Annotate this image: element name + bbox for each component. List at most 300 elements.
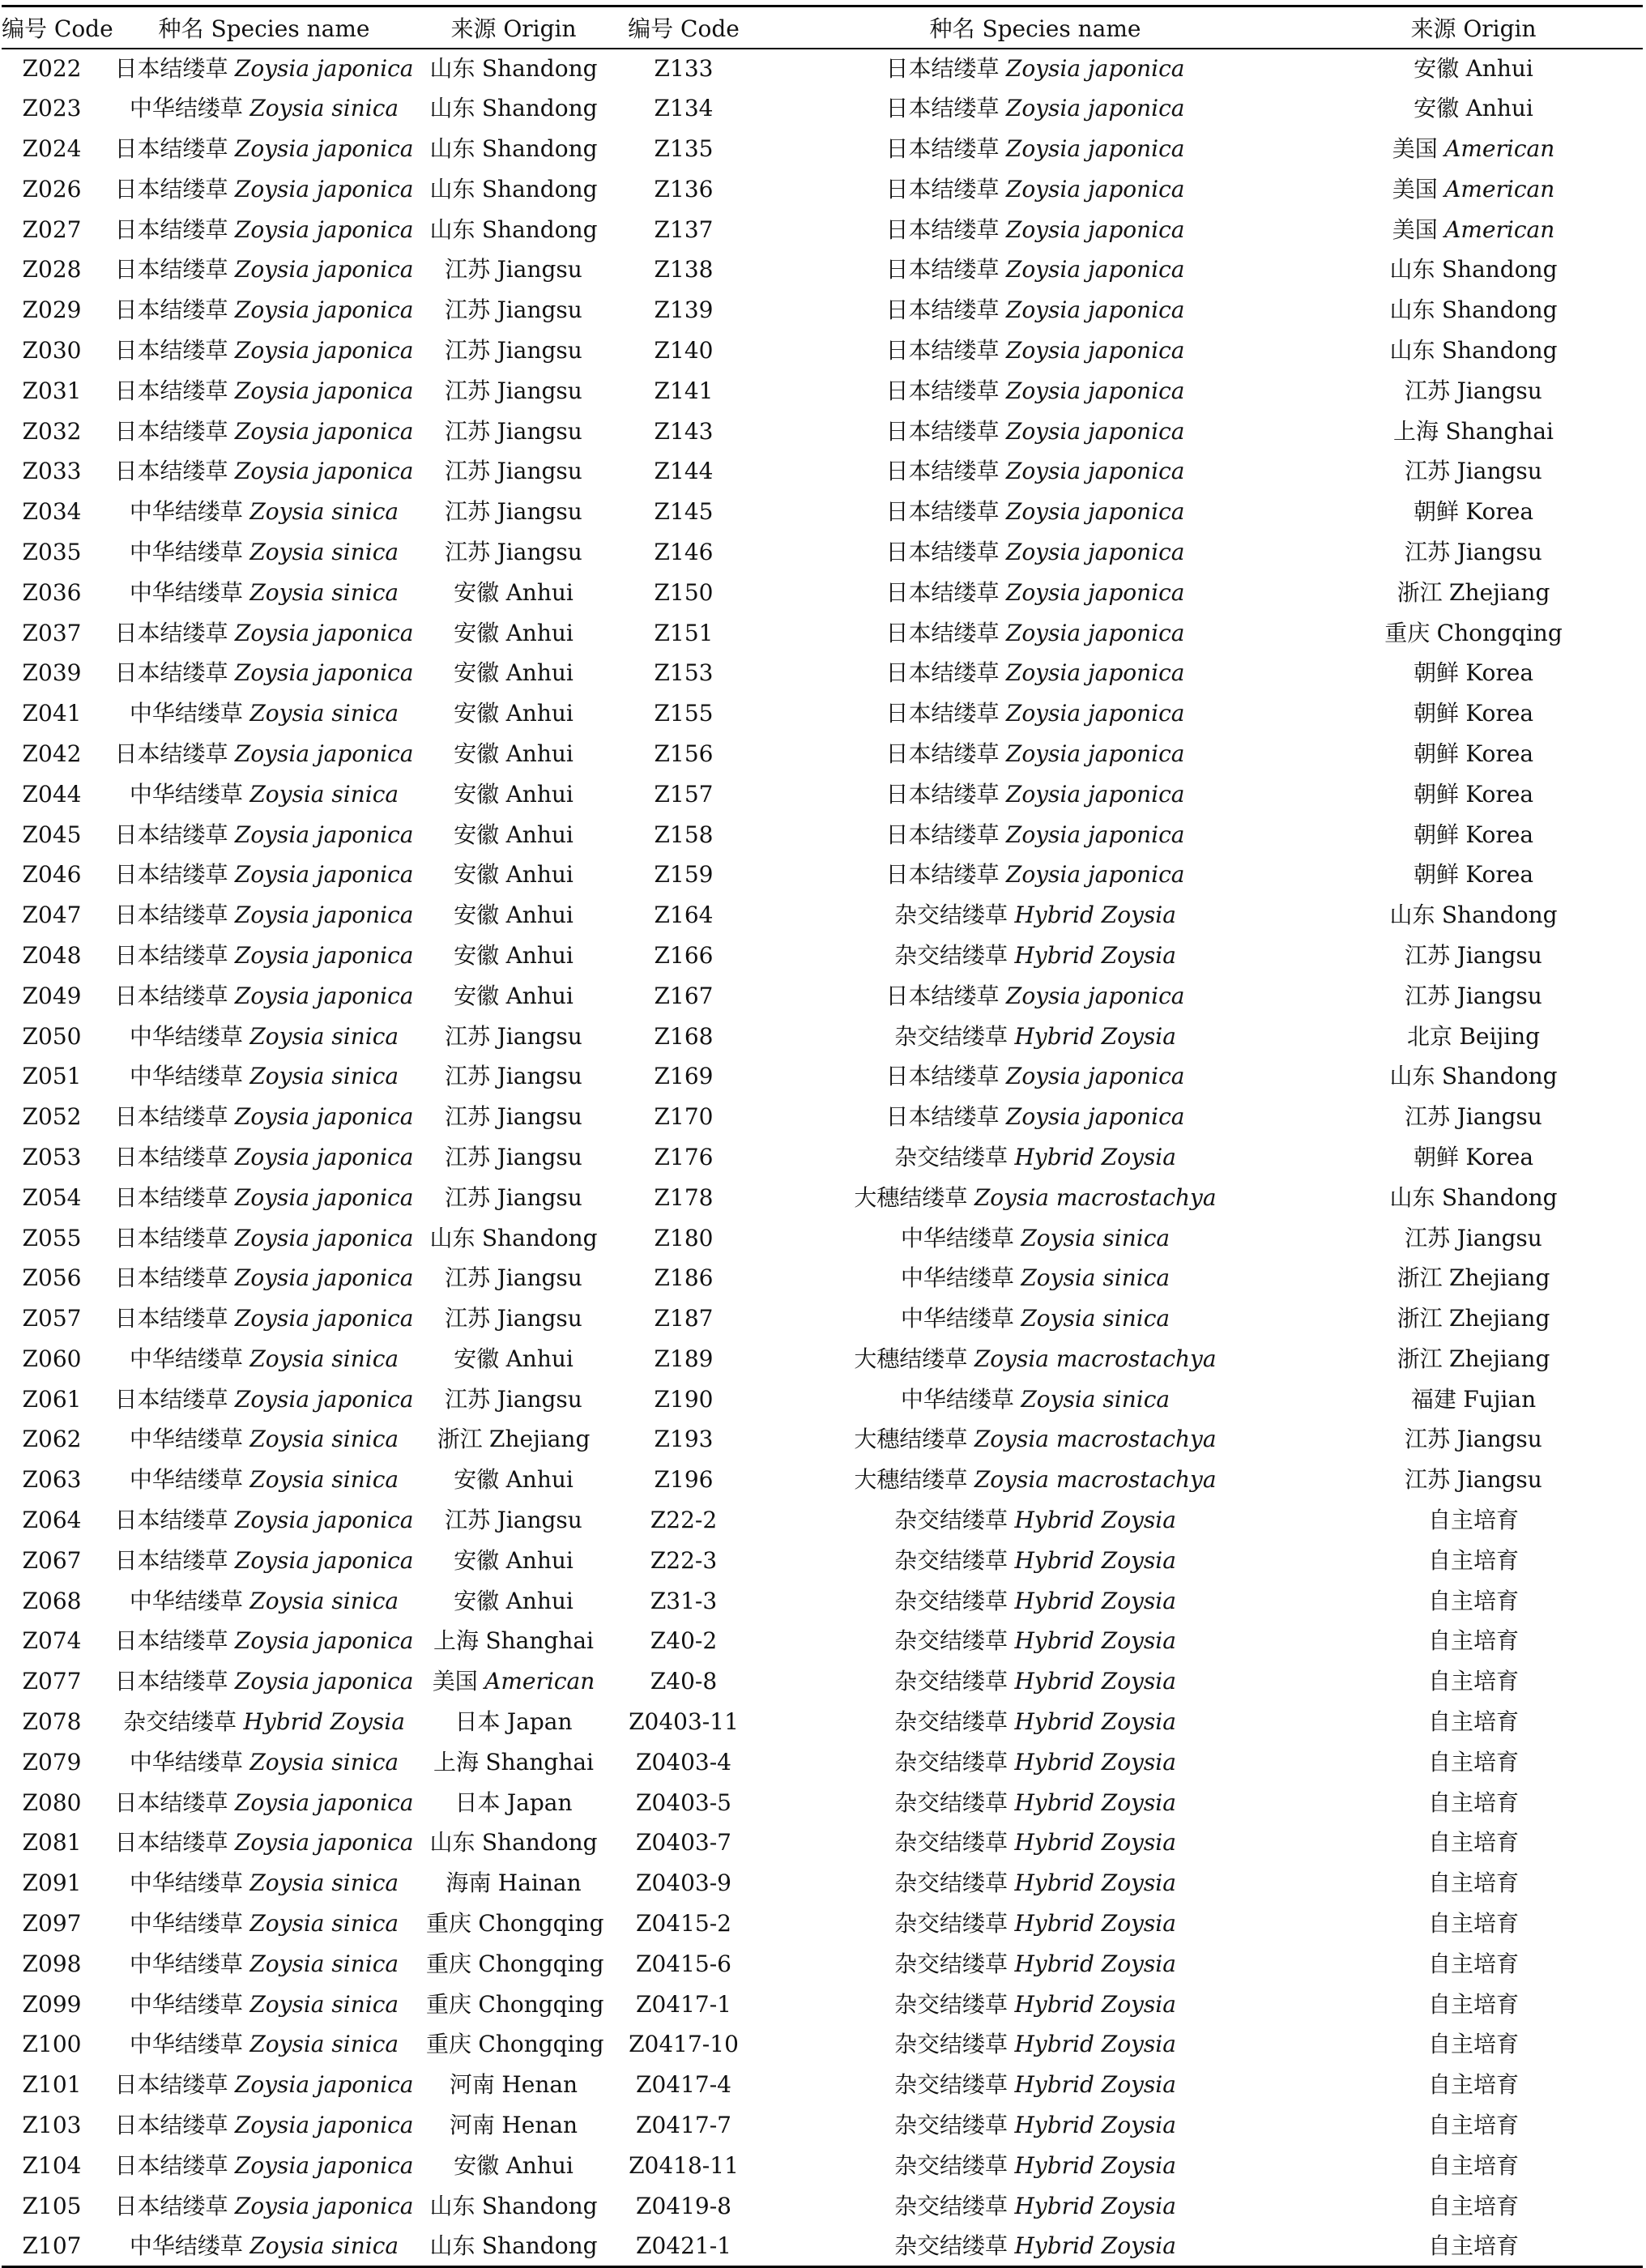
origin-cell-left [426, 1298, 601, 1339]
species-chinese-name: 日本结缕草 [114, 458, 228, 485]
species-chinese-name: 日本结缕草 [885, 336, 1000, 364]
species-latin-name: Zoysia japonica [234, 2112, 414, 2139]
species-latin-name: Zoysia japonica [234, 861, 414, 889]
code-cell-right: Z0417-4 [636, 2071, 731, 2099]
species-cell-left [102, 815, 426, 855]
species-cell-left [102, 734, 426, 774]
species-chinese-name: 日本结缕草 [114, 1183, 228, 1211]
origin-chinese-name: 江苏 [445, 1385, 491, 1413]
species-chinese-name: 杂交结缕草 [894, 2031, 1008, 2058]
origin-chinese-name: 自主培育 [1427, 2232, 1519, 2259]
species-cell-left [102, 330, 426, 371]
origin-chinese-name: 海南 [446, 1869, 492, 1897]
species-cell-right [766, 1218, 1304, 1259]
origin-english-name: Anhui [505, 619, 574, 646]
origin-english-name: Jiangsu [497, 1507, 582, 1534]
species-latin-name: Zoysia sinica [249, 498, 399, 526]
code-cell-right: Z187 [654, 1305, 714, 1332]
species-latin-name: Zoysia japonica [234, 1507, 414, 1534]
origin-chinese-name: 朝鲜 [1413, 740, 1459, 767]
species-chinese-name: 日本结缕草 [114, 1829, 228, 1857]
origin-chinese-name: 江苏 [445, 538, 491, 565]
species-chinese-name: 日本结缕草 [885, 821, 1000, 848]
origin-chinese-name: 自主培育 [1427, 2031, 1519, 2058]
code-cell-left: Z024 [22, 134, 82, 162]
code-cell-right: Z31-3 [650, 1587, 718, 1614]
origin-english-name: Jiangsu [497, 417, 582, 445]
origin-cell-right [1304, 1056, 1643, 1097]
species-chinese-name: 日本结缕草 [114, 1668, 228, 1695]
origin-english-name: Jiangsu [1456, 538, 1542, 565]
code-cell-right: Z166 [654, 941, 714, 969]
table-row [2, 492, 1643, 532]
species-cell-right [766, 1339, 1304, 1379]
origin-cell-right [1304, 573, 1643, 613]
code-cell-left: Z080 [22, 1788, 82, 1816]
species-latin-name: Zoysia japonica [1005, 861, 1185, 889]
origin-cell-right [1304, 411, 1643, 452]
species-latin-name: Hybrid Zoysia [1014, 1143, 1176, 1170]
origin-chinese-name: 山东 [429, 54, 475, 82]
code-cell-left: Z055 [22, 1224, 82, 1251]
code-cell-right: Z135 [654, 134, 714, 162]
origin-english-name: Jiangsu [497, 1103, 582, 1131]
code-cell-left: Z097 [22, 1910, 82, 1938]
origin-cell-left [426, 1702, 601, 1742]
origin-chinese-name: 美国 [432, 1668, 478, 1695]
code-cell-left: Z063 [22, 1466, 82, 1494]
code-cell-left: Z062 [22, 1426, 82, 1453]
origin-english-name: American [484, 1668, 595, 1695]
origin-cell-left [426, 129, 601, 169]
origin-cell-left [426, 492, 601, 532]
origin-english-name: Korea [1465, 821, 1534, 848]
origin-english-name: Jiangsu [497, 1264, 582, 1292]
species-cell-left [102, 573, 426, 613]
table-row [2, 936, 1643, 976]
origin-cell-right [1304, 1460, 1643, 1500]
code-cell-left: Z029 [22, 296, 82, 324]
species-latin-name: Zoysia japonica [234, 1183, 414, 1211]
origin-english-name: Korea [1465, 498, 1534, 526]
species-cell-right [766, 411, 1304, 452]
species-chinese-name: 日本结缕草 [885, 134, 1000, 162]
origin-chinese-name: 安徽 [454, 1345, 500, 1372]
species-latin-name: Zoysia sinica [249, 1950, 399, 1977]
species-latin-name: Zoysia sinica [1021, 1264, 1171, 1292]
origin-english-name: Jiangsu [1456, 1466, 1542, 1494]
species-chinese-name: 日本结缕草 [885, 538, 1000, 565]
code-cell-right: Z22-2 [650, 1507, 718, 1534]
species-cell-right [766, 1298, 1304, 1339]
species-latin-name: Zoysia japonica [1005, 1103, 1185, 1131]
species-latin-name: Zoysia japonica [1005, 498, 1185, 526]
origin-english-name: Anhui [505, 578, 574, 606]
code-cell-right: Z140 [654, 336, 714, 364]
species-chinese-name: 日本结缕草 [114, 2151, 228, 2179]
species-cell-left [102, 1661, 426, 1702]
table-row [2, 451, 1643, 492]
origin-cell-right [1304, 1097, 1643, 1137]
species-latin-name: Zoysia japonica [234, 215, 414, 243]
origin-cell-right [1304, 210, 1643, 250]
code-cell-left: Z047 [22, 902, 82, 929]
origin-english-name: Jiangsu [497, 1305, 582, 1332]
table-row [2, 1218, 1643, 1259]
origin-chinese-name: 江苏 [1405, 538, 1451, 565]
code-cell-right: Z196 [654, 1466, 714, 1494]
origin-cell-left [426, 653, 601, 693]
species-cell-right [766, 1460, 1304, 1500]
origin-english-name: Shandong [1441, 1183, 1558, 1211]
code-cell-left: Z098 [22, 1950, 82, 1977]
species-latin-name: Hybrid Zoysia [1014, 2071, 1176, 2099]
species-cell-left [102, 1702, 426, 1742]
species-cell-right [766, 1742, 1304, 1783]
origin-english-name: Jiangsu [497, 538, 582, 565]
code-cell-left: Z056 [22, 1264, 82, 1292]
origin-chinese-name: 江苏 [445, 1143, 491, 1170]
species-chinese-name: 日本结缕草 [114, 256, 228, 284]
species-latin-name: Hybrid Zoysia [1014, 2232, 1176, 2259]
species-cell-left [102, 2146, 426, 2186]
species-latin-name: Zoysia sinica [249, 2232, 399, 2259]
species-cell-right [766, 371, 1304, 411]
code-cell-left: Z064 [22, 1507, 82, 1534]
code-cell-right: Z164 [654, 902, 714, 929]
origin-chinese-name: 江苏 [445, 1103, 491, 1131]
species-latin-name: Zoysia sinica [249, 780, 399, 808]
species-latin-name: Zoysia japonica [1005, 821, 1185, 848]
species-cell-left [102, 1863, 426, 1904]
code-cell-right: Z156 [654, 740, 714, 767]
origin-chinese-name: 浙江 [1397, 1264, 1443, 1292]
code-cell-right: Z0417-1 [636, 1990, 731, 2018]
origin-cell-right [1304, 2025, 1643, 2066]
origin-english-name: Jiangsu [1456, 377, 1542, 404]
origin-english-name: Anhui [505, 1345, 574, 1372]
species-chinese-name: 日本结缕草 [885, 175, 1000, 202]
origin-chinese-name: 自主培育 [1427, 1668, 1519, 1695]
origin-chinese-name: 重庆 [426, 2031, 472, 2058]
species-latin-name: Zoysia japonica [1005, 982, 1185, 1009]
species-cell-right [766, 169, 1304, 210]
origin-cell-left [426, 1742, 601, 1783]
species-latin-name: Hybrid Zoysia [1014, 1788, 1176, 1816]
table-row [2, 693, 1643, 734]
species-chinese-name: 中华结缕草 [129, 1345, 243, 1372]
species-cell-right [766, 613, 1304, 654]
origin-cell-right [1304, 1541, 1643, 1581]
origin-cell-left [426, 249, 601, 290]
species-latin-name: Hybrid Zoysia [1014, 1022, 1176, 1050]
species-cell-right [766, 1985, 1304, 2025]
species-chinese-name: 日本结缕草 [114, 740, 228, 767]
code-cell-left: Z030 [22, 336, 82, 364]
origin-english-name: American [1444, 215, 1555, 243]
origin-cell-left [426, 210, 601, 250]
origin-english-name: Shandong [481, 54, 598, 82]
species-latin-name: Hybrid Zoysia [1014, 1950, 1176, 1977]
species-latin-name: Zoysia japonica [234, 417, 414, 445]
species-latin-name: Zoysia japonica [234, 1627, 414, 1655]
species-chinese-name: 中华结缕草 [129, 1587, 243, 1614]
species-cell-left [102, 492, 426, 532]
species-latin-name: Zoysia sinica [249, 578, 399, 606]
origin-chinese-name: 自主培育 [1427, 1990, 1519, 2018]
origin-cell-right [1304, 1622, 1643, 1662]
code-cell-left: Z099 [22, 1990, 82, 2018]
species-chinese-name: 杂交结缕草 [894, 2151, 1008, 2179]
code-cell-left: Z028 [22, 256, 82, 284]
species-latin-name: Zoysia japonica [1005, 417, 1185, 445]
code-cell-left: Z034 [22, 498, 82, 526]
species-cell-left [102, 1298, 426, 1339]
origin-chinese-name: 朝鲜 [1413, 700, 1459, 727]
species-cell-left [102, 249, 426, 290]
code-cell-left: Z077 [22, 1668, 82, 1695]
table-row [2, 1097, 1643, 1137]
species-cell-right [766, 976, 1304, 1017]
origin-cell-left [426, 1258, 601, 1298]
species-latin-name: Hybrid Zoysia [1014, 941, 1176, 969]
species-cell-right [766, 1904, 1304, 1944]
code-cell-right: Z0403-7 [636, 1829, 731, 1857]
header-species-left: 种名 Species name [102, 6, 426, 49]
species-latin-name: Zoysia japonica [1005, 54, 1185, 82]
species-chinese-name: 杂交结缕草 [894, 1788, 1008, 1816]
origin-chinese-name: 安徽 [454, 941, 500, 969]
origin-english-name: Shandong [481, 215, 598, 243]
origin-cell-left [426, 1500, 601, 1541]
origin-english-name: Jiangsu [1456, 982, 1542, 1009]
origin-cell-left [426, 1218, 601, 1259]
origin-chinese-name: 山东 [1389, 1063, 1435, 1090]
species-cell-right [766, 1702, 1304, 1742]
species-chinese-name: 日本结缕草 [885, 377, 1000, 404]
code-cell-left: Z054 [22, 1183, 82, 1211]
species-chinese-name: 日本结缕草 [885, 215, 1000, 243]
table-row [2, 1985, 1643, 2025]
origin-english-name: Jiangsu [497, 1183, 582, 1211]
origin-chinese-name: 重庆 [426, 1950, 472, 1977]
origin-chinese-name: 江苏 [445, 1507, 491, 1534]
origin-chinese-name: 自主培育 [1427, 1829, 1519, 1857]
code-cell-right: Z138 [654, 256, 714, 284]
species-cell-left [102, 693, 426, 734]
species-chinese-name: 日本结缕草 [114, 1385, 228, 1413]
species-cell-left [102, 1944, 426, 1985]
origin-chinese-name: 朝鲜 [1413, 1143, 1459, 1170]
species-chinese-name: 日本结缕草 [114, 659, 228, 687]
origin-chinese-name: 安徽 [454, 861, 500, 889]
origin-cell-right [1304, 1218, 1643, 1259]
species-latin-name: Zoysia japonica [234, 982, 414, 1009]
species-chinese-name: 大穗结缕草 [854, 1183, 968, 1211]
origin-chinese-name: 自主培育 [1427, 1910, 1519, 1938]
table-row [2, 734, 1643, 774]
table-row [2, 2025, 1643, 2066]
origin-english-name: Anhui [505, 659, 574, 687]
origin-cell-left [426, 2146, 601, 2186]
origin-chinese-name: 江苏 [445, 1305, 491, 1332]
origin-english-name: Anhui [505, 780, 574, 808]
code-cell-left: Z050 [22, 1022, 82, 1050]
origin-chinese-name: 安徽 [454, 740, 500, 767]
species-chinese-name: 中华结缕草 [129, 1022, 243, 1050]
origin-english-name: Jiangsu [497, 1385, 582, 1413]
origin-chinese-name: 安徽 [454, 1546, 500, 1574]
origin-chinese-name: 江苏 [445, 1022, 491, 1050]
species-latin-name: Zoysia japonica [234, 1305, 414, 1332]
code-cell-left: Z044 [22, 780, 82, 808]
origin-cell-left [426, 88, 601, 129]
species-latin-name: Zoysia japonica [234, 1224, 414, 1251]
code-cell-left: Z051 [22, 1063, 82, 1090]
origin-chinese-name: 自主培育 [1427, 1627, 1519, 1655]
species-cell-left [102, 1137, 426, 1178]
origin-cell-right [1304, 1823, 1643, 1864]
origin-english-name: Anhui [505, 821, 574, 848]
origin-cell-left [426, 290, 601, 330]
origin-chinese-name: 自主培育 [1427, 1748, 1519, 1776]
species-chinese-name: 日本结缕草 [114, 175, 228, 202]
origin-chinese-name: 江苏 [445, 296, 491, 324]
origin-cell-right [1304, 734, 1643, 774]
code-cell-right: Z0403-9 [636, 1869, 731, 1897]
origin-cell-left [426, 855, 601, 895]
origin-chinese-name: 安徽 [454, 1587, 500, 1614]
species-cell-left [102, 1420, 426, 1460]
code-cell-left: Z041 [22, 700, 82, 727]
origin-chinese-name: 安徽 [1414, 95, 1460, 122]
species-cell-left [102, 1904, 426, 1944]
origin-chinese-name: 美国 [1392, 215, 1438, 243]
species-latin-name: Zoysia sinica [249, 2031, 399, 2058]
species-chinese-name: 日本结缕草 [114, 1305, 228, 1332]
origin-english-name: Zhejiang [1449, 1345, 1550, 1372]
code-cell-left: Z107 [2, 2227, 102, 2267]
species-cell-right [766, 1379, 1304, 1420]
species-latin-name: Zoysia japonica [1005, 538, 1185, 565]
species-chinese-name: 杂交结缕草 [894, 1910, 1008, 1938]
table-row [2, 573, 1643, 613]
species-chinese-name: 中华结缕草 [129, 1990, 243, 2018]
species-chinese-name: 杂交结缕草 [894, 941, 1008, 969]
species-latin-name: Zoysia japonica [234, 902, 414, 929]
origin-cell-left [426, 169, 601, 210]
species-chinese-name: 日本结缕草 [885, 296, 1000, 324]
origin-english-name: Korea [1465, 659, 1534, 687]
species-cell-left [102, 1178, 426, 1218]
code-cell-left: Z081 [22, 1829, 82, 1857]
species-latin-name: Hybrid Zoysia [1014, 2192, 1176, 2219]
origin-cell-left [426, 1056, 601, 1097]
code-cell-right: Z141 [654, 377, 714, 404]
origin-chinese-name: 安徽 [454, 902, 500, 929]
code-cell-left: Z027 [22, 215, 82, 243]
origin-english-name: Japan [506, 1788, 573, 1816]
origin-cell-left [426, 936, 601, 976]
origin-cell-right [1304, 895, 1643, 936]
code-cell-left: Z104 [22, 2151, 82, 2179]
origin-chinese-name: 山东 [429, 215, 475, 243]
code-cell-right: Z150 [654, 578, 714, 606]
species-cell-left [102, 1783, 426, 1823]
origin-english-name: Shandong [481, 2232, 598, 2259]
species-chinese-name: 日本结缕草 [114, 821, 228, 848]
table-row [2, 1379, 1643, 1420]
species-cell-right [766, 1056, 1304, 1097]
species-cell-right [766, 129, 1304, 169]
species-latin-name: Zoysia sinica [249, 1426, 399, 1453]
species-cell-right [766, 895, 1304, 936]
species-cell-left [102, 2186, 426, 2227]
species-cell-right [766, 774, 1304, 815]
origin-cell-right [1304, 1017, 1643, 1057]
table-row [2, 1702, 1643, 1742]
code-cell-left: Z037 [22, 619, 82, 646]
origin-english-name: Chongqing [478, 2031, 604, 2058]
origin-english-name: Japan [506, 1708, 573, 1736]
origin-cell-right [1304, 693, 1643, 734]
table-row [2, 2227, 1643, 2267]
species-latin-name: Zoysia japonica [234, 740, 414, 767]
species-latin-name: Zoysia japonica [234, 941, 414, 969]
origin-cell-right [1304, 2146, 1643, 2186]
table-row [2, 1904, 1643, 1944]
species-chinese-name: 日本结缕草 [114, 2192, 228, 2219]
species-latin-name: Zoysia japonica [1005, 377, 1185, 404]
species-cell-right [766, 653, 1304, 693]
origin-cell-left [426, 1783, 601, 1823]
origin-chinese-name: 江苏 [1405, 982, 1451, 1009]
origin-cell-left [426, 1622, 601, 1662]
table-body [2, 49, 1643, 2267]
origin-cell-left [426, 1863, 601, 1904]
code-cell-left: Z023 [22, 95, 82, 122]
origin-chinese-name: 安徽 [1414, 54, 1460, 82]
species-latin-name: Zoysia japonica [1005, 619, 1185, 646]
origin-chinese-name: 美国 [1392, 134, 1438, 162]
code-cell-right: Z178 [654, 1183, 714, 1211]
origin-chinese-name: 福建 [1410, 1385, 1456, 1413]
origin-cell-left [426, 2227, 601, 2267]
origin-english-name: Jiangsu [497, 256, 582, 284]
origin-chinese-name: 山东 [429, 1829, 475, 1857]
origin-chinese-name: 山东 [429, 2232, 475, 2259]
origin-chinese-name: 重庆 [426, 1990, 472, 2018]
species-chinese-name: 中华结缕草 [129, 1748, 243, 1776]
origin-chinese-name: 河南 [449, 2071, 495, 2099]
origin-english-name: Jiangsu [497, 1063, 582, 1090]
species-chinese-name: 日本结缕草 [114, 861, 228, 889]
species-cell-left [102, 774, 426, 815]
species-cell-left [102, 2065, 426, 2105]
species-latin-name: Zoysia japonica [1005, 256, 1185, 284]
origin-chinese-name: 自主培育 [1427, 1950, 1519, 1977]
species-chinese-name: 日本结缕草 [885, 417, 1000, 445]
species-latin-name: Zoysia japonica [234, 134, 414, 162]
species-latin-name: Zoysia japonica [234, 1385, 414, 1413]
origin-english-name: Chongqing [478, 1910, 604, 1938]
origin-english-name: Anhui [505, 1587, 574, 1614]
species-cell-left [102, 1258, 426, 1298]
origin-english-name: Anhui [505, 902, 574, 929]
species-cell-right [766, 1178, 1304, 1218]
species-chinese-name: 杂交结缕草 [894, 1990, 1008, 2018]
origin-chinese-name: 河南 [449, 2112, 495, 2139]
